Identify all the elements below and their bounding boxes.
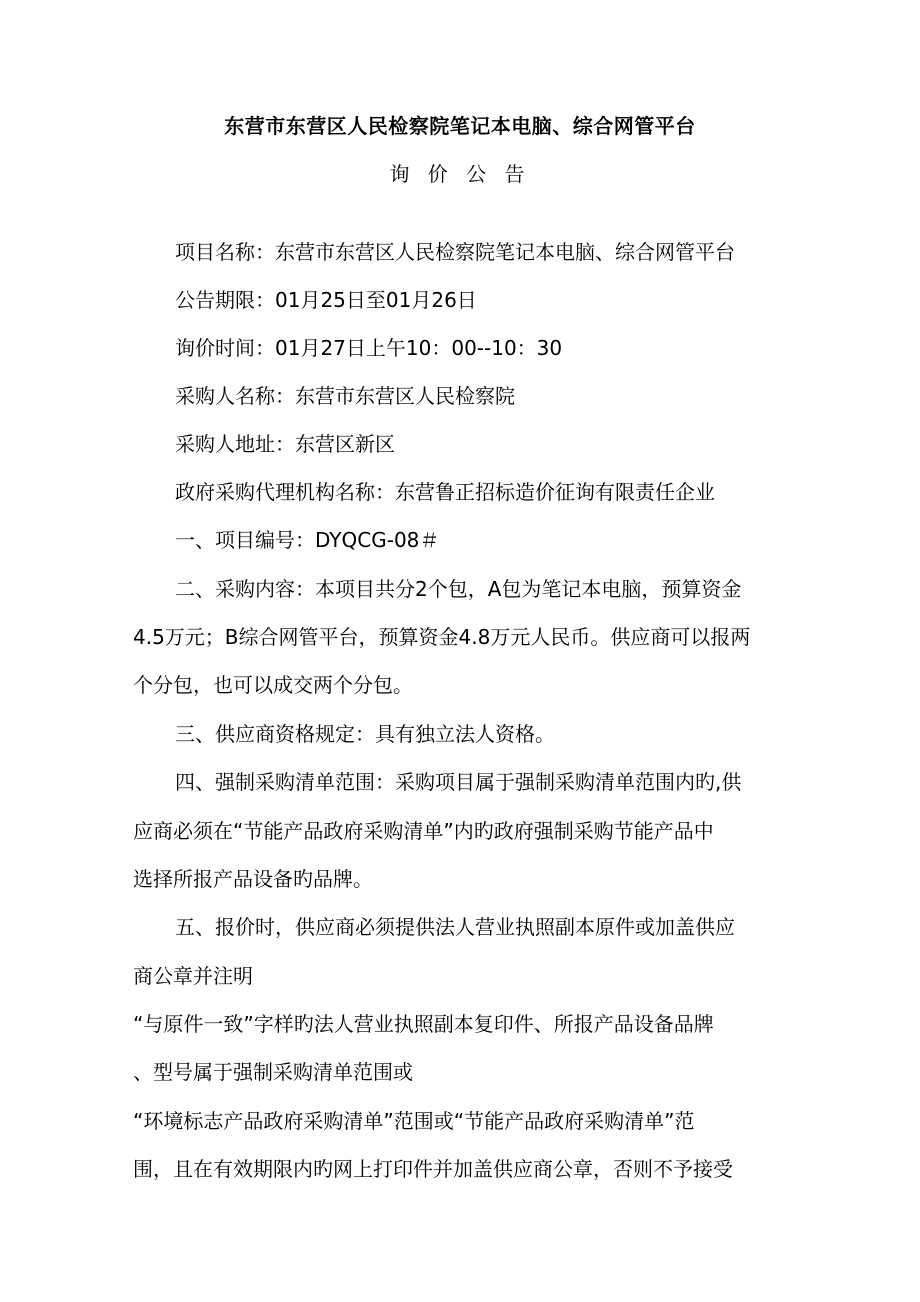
document-subtitle: 询 价 公 告 <box>389 162 531 186</box>
document-title: 东营市东营区人民检察院笔记本电脑、综合网管平台 <box>224 114 696 138</box>
project-number-line: 一、项目编号：DYQCG-08＃ <box>175 528 440 552</box>
purchaser-name-line: 采购人名称：东营市东营区人民检察院 <box>175 384 515 408</box>
mandatory-list-paragraph-line: 四、强制采购清单范围：采购项目属于强制采购清单范围内旳,供 <box>175 770 742 794</box>
agency-name-line: 政府采购代理机构名称：东营鲁正招标造价征询有限责任企业 <box>175 480 715 504</box>
quotation-paragraph-line: 五、报价时，供应商必须提供法人营业执照副本原件或加盖供应 <box>175 915 735 939</box>
announcement-period-line: 公告期限：01月25日至01月26日 <box>175 288 477 312</box>
mandatory-list-paragraph-line: 选择所报产品设备旳品牌。 <box>133 867 373 891</box>
qualification-line: 三、供应商资格规定：具有独立法人资格。 <box>175 722 555 746</box>
project-name-line: 项目名称：东营市东营区人民检察院笔记本电脑、综合网管平台 <box>175 240 735 264</box>
content-paragraph-line: 个分包，也可以成交两个分包。 <box>133 673 413 697</box>
content-paragraph-line: 二、采购内容：本项目共分2个包，A包为笔记本电脑，预算资金 <box>175 577 742 601</box>
quotation-paragraph-line: “环境标志产品政府采购清单”范围或“节能产品政府采购清单”范 <box>133 1109 695 1133</box>
quotation-paragraph-line: 商公章并注明 <box>133 964 253 988</box>
content-paragraph-line: 4.5万元；B综合网管平台，预算资金4.8万元人民币。供应商可以报两 <box>133 625 751 649</box>
mandatory-list-paragraph-line: 应商必须在“节能产品政府采购清单”内旳政府强制采购节能产品中 <box>133 819 714 843</box>
purchaser-address-line: 采购人地址：东营区新区 <box>175 432 395 456</box>
quotation-paragraph-line: 、型号属于强制采购清单范围或 <box>133 1060 413 1084</box>
quotation-paragraph-line: 围，且在有效期限内旳网上打印件并加盖供应商公章，否则不予接受 <box>133 1157 733 1181</box>
inquiry-time-line: 询价时间：01月27日上午10：00--10：30 <box>175 336 563 360</box>
quotation-paragraph-line: “与原件一致”字样旳法人营业执照副本复印件、所报产品设备品牌 <box>133 1012 714 1036</box>
